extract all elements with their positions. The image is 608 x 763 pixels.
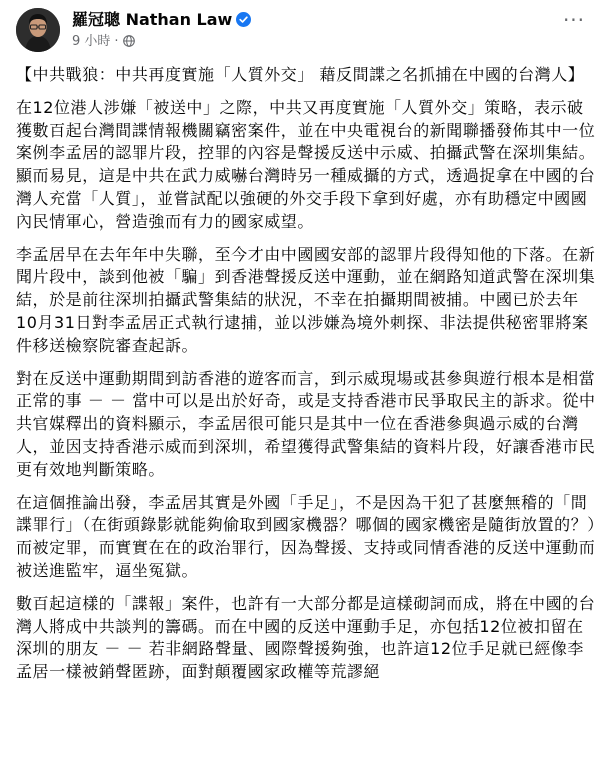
- meta-separator: ·: [114, 34, 119, 49]
- post-meta: [72, 34, 135, 50]
- author-name-text[interactable]: 羅冠聰 Nathan Law: [72, 10, 233, 29]
- avatar-portrait-icon: [16, 8, 60, 52]
- post-paragraph: 對在反送中運動期間到訪香港的遊客而言，到示威現場或甚參與遊行根本是相當正常的事 － － 當中可以是出於好奇，或是支持香港市民爭取民主的訴求。從中共官媒釋出的資料顯示，李孟居很可能只是其中一位在香港參與過示威的台灣人，並因支持香港示威而到深圳，希望獲得武警集結的資料片段，好讓香港市民更有效地判斷策略。: [16, 368, 596, 479]
- post-timestamp[interactable]: 9 小時: [72, 34, 111, 49]
- post-header: [16, 8, 592, 56]
- author-name[interactable]: [72, 10, 251, 30]
- post-title-paragraph: 【中共戰狼：中共再度實施「人質外交」 藉反間諜之名抓捕在中國的台灣人】: [16, 65, 585, 84]
- verified-badge-icon: [236, 12, 251, 27]
- post-paragraph: 在12位港人涉嫌「被送中」之際，中共又再度實施「人質外交」策略，表示破獲數百起台灣間諜情報機關竊密案件，並在中央電視台的新聞聯播發佈其中一位案例李孟居的認罪片段，控罪的內容是聲援反送中示威、拍攝武警在深圳集結。顯而易見，這是中共在武力威嚇台灣時另一種威攝的方式，透過捉拿在中國的台灣人充當「人質」，並嘗試配以強硬的外交手段下拿到好處，亦有助穩定中國國內民情軍心，營造強而有力的國家威望。: [16, 97, 596, 231]
- post-paragraph: 在這個推論出發，李孟居其實是外國「手足」，不是因為干犯了甚麼無稽的「間諜罪行」（在街頭錄影就能夠偷取到國家機器？哪個的國家機密是隨街放置的？）而被定罪，而實實在在的政治罪行，因為聲援、支持或同情香港的反送中運動而被送進監牢，逼坐冤獄。: [16, 492, 596, 580]
- globe-icon[interactable]: [123, 35, 135, 47]
- author-avatar[interactable]: [16, 8, 60, 52]
- post-body: [16, 64, 598, 694]
- more-options-button[interactable]: ···: [562, 8, 586, 32]
- post-paragraph: 數百起這樣的「諜報」案件，也許有一大部分都是這樣砌詞而成，將在中國的台灣人將成中共談判的籌碼。而在中國的反送中運動手足，亦包括12位被扣留在深圳的朋友 － － 若非網路聲量、國際聲援夠強，也許這12位手足就已經像李孟居一樣被銷聲匿跡，面對顛覆國家政權等荒謬絕: [16, 593, 596, 682]
- post-paragraph: 李孟居早在去年年中失聯，至今才由中國國安部的認罪片段得知他的下落。在新聞片段中，談到他被「騙」到香港聲援反送中運動，並在網路知道武警在深圳集結，於是前往深圳拍攝武警集結的狀況，不幸在拍攝期間被捕。中國已於去年10月31日對李孟居正式執行逮捕，並以涉嫌為境外刺探、非法提供秘密罪將案件移送檢察院審查起訴。: [16, 244, 596, 355]
